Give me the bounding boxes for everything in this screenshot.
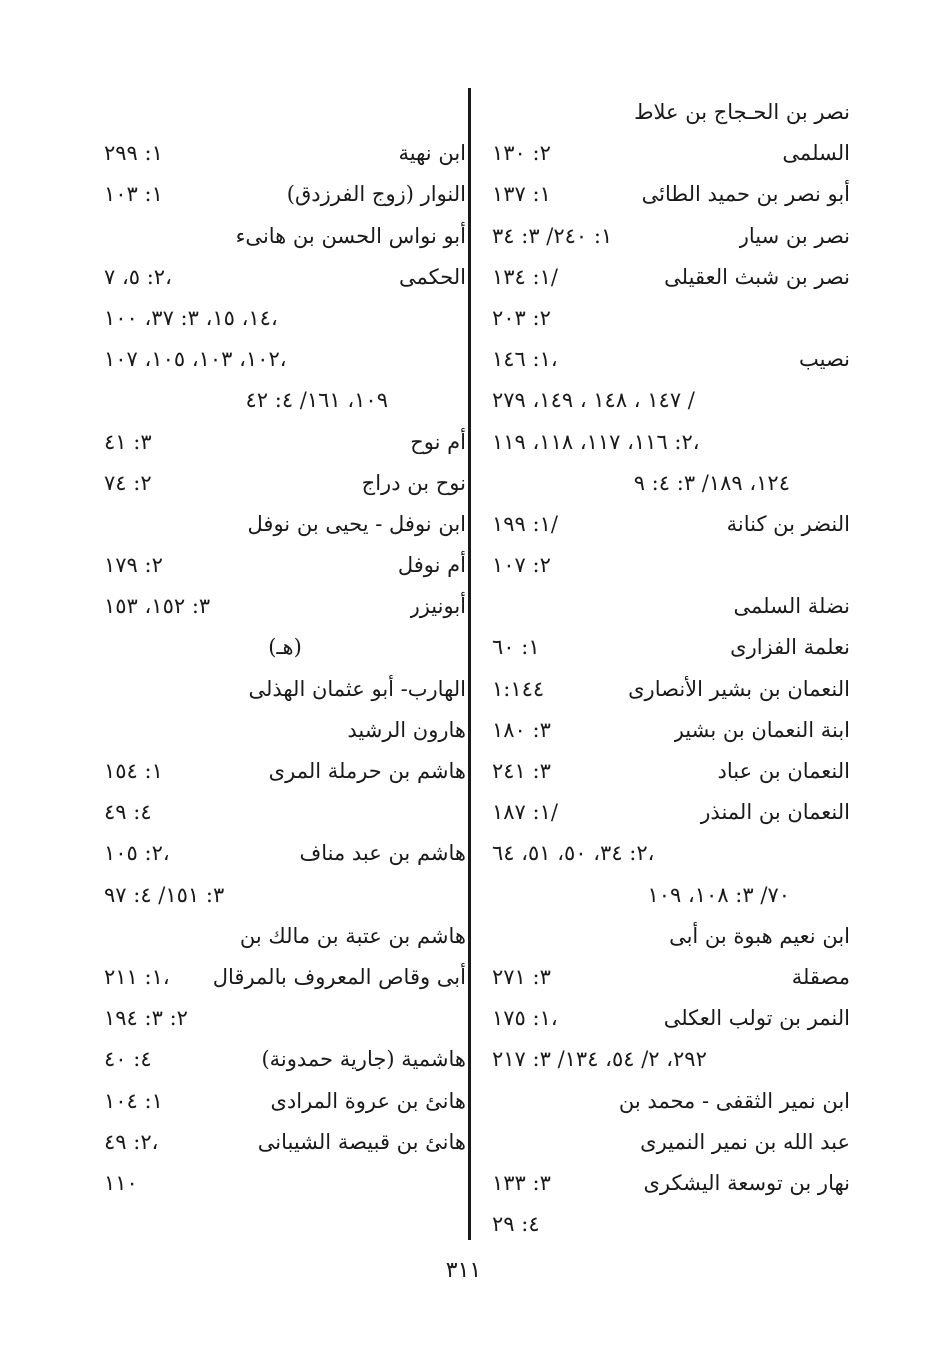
entry-refs: ١: ٢٤٠/ ٣: ٣٤ — [492, 223, 613, 248]
index-entry — [488, 92, 850, 133]
entry-name: نوح بن دراج — [361, 470, 466, 495]
index-entry — [100, 957, 466, 998]
entry-refs: ٢: ٧٤ — [104, 470, 152, 495]
index-entry — [100, 463, 466, 504]
entry-refs — [100, 504, 104, 545]
entry-refs: ٣: ١٥٢، ١٥٣ — [104, 594, 211, 619]
entry-name: هارون الرشيد — [347, 717, 466, 742]
entry-refs: ١:١٤٤ — [492, 676, 545, 701]
entry-name: أبو نصر بن حميد الطائى — [641, 182, 850, 207]
entry-name: ابن نعيم هبوة بن أبى — [669, 923, 850, 948]
index-entry — [100, 751, 466, 792]
entry-refs: ١٠٢، ١٠٣، ١٠٥، ١٠٧، — [104, 347, 287, 372]
index-entry — [488, 1122, 850, 1163]
index-entry — [100, 669, 466, 710]
entry-name: النعمان بن عباد — [717, 759, 850, 783]
entry-name: هاشم بن حرملة المرى — [268, 759, 466, 783]
entry-refs — [488, 916, 492, 957]
index-entry — [100, 586, 466, 627]
column-divider — [468, 88, 471, 1240]
index-entry-continuation — [100, 380, 466, 421]
entry-refs: ١٢٤، ١٨٩/ ٣: ٤: ٩ — [633, 470, 790, 495]
entry-name: الحكمى — [398, 264, 466, 289]
index-entry — [100, 504, 466, 545]
entry-name: نهار بن توسعة اليشكرى — [643, 1170, 850, 1195]
entry-refs: ٢: ١٧٩ — [104, 553, 163, 578]
entry-refs: ٢٩٢، ٢/ ٥٤، ١٣٤/ ٣: ٢١٧ — [492, 1047, 707, 1072]
entry-name: نضلة السلمى — [733, 594, 850, 619]
index-entry — [488, 586, 850, 627]
entry-refs: ١: ١٣٤/ — [492, 264, 558, 289]
entry-refs: ١٤، ١٥، ٣: ٣٧، ١٠٠، — [104, 305, 278, 330]
entry-name: ابن نوفل - يحيى بن نوفل — [247, 511, 466, 536]
entry-refs — [488, 92, 492, 133]
index-entry — [100, 1081, 466, 1122]
right-index-column — [488, 92, 850, 1245]
entry-name: هانئ بن عروة المرادى — [270, 1088, 466, 1113]
entry-name: أم نوفل — [397, 553, 466, 578]
section-letter-heading — [100, 627, 466, 668]
index-entry — [488, 257, 850, 298]
entry-refs: ٢: ١٠٥، — [104, 841, 170, 866]
index-entry — [488, 751, 850, 792]
index-entry — [488, 998, 850, 1039]
entry-name: ابن نهية — [398, 141, 466, 166]
entry-name: هانئ بن قبيصة الشيبانى — [257, 1129, 466, 1154]
entry-refs: ١١٠ — [104, 1170, 138, 1195]
index-entry — [100, 916, 466, 957]
index-entry-continuation — [100, 298, 466, 339]
index-entry-continuation — [488, 463, 850, 504]
entry-name: أبى وقاص المعروف بالمرقال — [212, 964, 466, 989]
entry-refs: ٢: ١٣٠ — [492, 141, 551, 166]
entry-name: نصر بن شبث العقيلى — [664, 264, 850, 289]
page-number: ٣١١ — [445, 1258, 482, 1283]
index-entry — [100, 257, 466, 298]
entry-refs — [100, 916, 104, 957]
index-entry — [100, 1122, 466, 1163]
entry-refs: ١: ٢١١، — [104, 964, 170, 989]
entry-refs: ١: ٦٠ — [492, 635, 540, 660]
index-entry — [100, 1039, 466, 1080]
index-entry-continuation — [100, 792, 466, 833]
index-entry — [100, 174, 466, 215]
index-entry-continuation — [100, 339, 466, 380]
entry-refs — [100, 710, 104, 751]
entry-refs: ٣: ١٥١/ ٤: ٩٧ — [104, 882, 225, 907]
index-entry — [488, 339, 850, 380]
index-entry-continuation — [488, 1204, 850, 1245]
entry-name: أبو نواس الحسن بن هانىء — [235, 223, 466, 248]
entry-refs: ٧٠/ ٣: ١٠٨، ١٠٩ — [647, 882, 790, 907]
entry-refs: ١: ١٧٥، — [492, 1006, 558, 1031]
section-letter: (هـ) — [268, 635, 302, 660]
entry-name: النعمان بن بشير الأنصارى — [628, 676, 850, 701]
entry-name: هاشم بن عتبة بن مالك بن — [239, 923, 466, 948]
index-entry — [488, 792, 850, 833]
entry-name: هاشم بن عبد مناف — [299, 841, 466, 866]
entry-name: أبونيزر — [409, 594, 466, 619]
entry-name: السلمى — [782, 141, 850, 166]
index-entry — [100, 133, 466, 174]
entry-refs: ٣: ١٣٣ — [492, 1170, 551, 1195]
index-entry — [488, 133, 850, 174]
entry-refs: ١: ١٠٣ — [104, 182, 163, 207]
index-entry — [100, 216, 466, 257]
entry-refs: ٣: ٤١ — [104, 429, 152, 454]
index-entry — [488, 1163, 850, 1204]
entry-refs: ٢: ٤٩، — [104, 1129, 159, 1154]
entry-name: مصقلة — [791, 964, 850, 989]
entry-name: النعمان بن المنذر — [700, 800, 850, 825]
entry-refs: ٢: ٢٠٣ — [492, 305, 551, 330]
index-entry-continuation — [488, 833, 850, 874]
entry-refs — [100, 669, 104, 710]
index-entry-continuation — [100, 998, 466, 1039]
entry-refs: ١٤٧ ، ١٤٨ ، ١٤٩، ٢٧٩ / — [492, 388, 695, 413]
entry-name: نصر بن الحـجاج بن علاط — [634, 100, 850, 124]
index-entry-continuation — [100, 1163, 466, 1204]
entry-refs: ٤: ٤٠ — [104, 1047, 152, 1072]
entry-refs: ١: ١٣٧ — [492, 182, 551, 207]
entry-name: نصر بن سيار — [738, 223, 850, 248]
entry-refs: ١٠٩، ١٦١/ ٤: ٤٢ — [245, 388, 388, 413]
index-entry — [100, 92, 466, 133]
entry-name: ابنة النعمان بن بشير — [673, 717, 850, 742]
index-entry — [100, 710, 466, 751]
entry-refs: ١: ١٨٧/ — [492, 800, 558, 825]
index-entry — [100, 833, 466, 874]
entry-name: أم نوح — [410, 429, 466, 454]
index-entry — [100, 422, 466, 463]
entry-name: النضر بن كنانة — [726, 511, 850, 536]
entry-refs: ٤: ٤٩ — [104, 800, 152, 825]
entry-refs: ١: ١٤٦، — [492, 347, 558, 372]
left-index-column — [100, 92, 466, 1204]
index-entry-continuation — [488, 298, 850, 339]
entry-refs — [100, 216, 104, 257]
entry-refs: ٢: ٣٤، ٥٠، ٥١، ٦٤، — [492, 841, 655, 866]
entry-refs: ٣: ١٨٠ — [492, 717, 551, 742]
entry-name: الهارب- أبو عثمان الهذلى — [248, 676, 466, 701]
entry-refs — [100, 92, 104, 133]
entry-refs: ١: ١٥٤ — [104, 759, 163, 783]
index-entry-continuation — [488, 1039, 850, 1080]
index-entry — [488, 627, 850, 668]
entry-refs — [488, 586, 492, 627]
entry-name: عبد الله بن نمير النميرى — [640, 1129, 850, 1154]
index-entry-continuation — [488, 875, 850, 916]
entry-refs: ١: ١٠٤ — [104, 1088, 163, 1113]
entry-refs: ٢: ٣: ١٩٤ — [104, 1006, 188, 1031]
index-entry — [488, 916, 850, 957]
entry-refs: ١: ١٩٩/ — [492, 511, 558, 536]
index-entry-continuation — [488, 380, 850, 421]
entry-name: النمر بن تولب العكلى — [663, 1006, 850, 1031]
entry-name: ابن نمير الثقفى - محمد بن — [618, 1088, 850, 1113]
index-entry — [488, 504, 850, 545]
entry-name: نصيب — [798, 347, 850, 372]
entry-refs — [488, 1122, 492, 1163]
index-entry — [488, 957, 850, 998]
entry-refs: ٤: ٢٩ — [492, 1212, 540, 1237]
index-entry — [488, 174, 850, 215]
index-entry — [488, 1081, 850, 1122]
index-entry-continuation — [100, 875, 466, 916]
entry-name: نعلمة الفزارى — [730, 635, 850, 660]
index-entry-continuation — [488, 545, 850, 586]
index-entry — [100, 545, 466, 586]
entry-refs — [264, 627, 268, 668]
index-entry — [488, 669, 850, 710]
entry-refs: ٢: ٥، ٧، — [104, 264, 172, 289]
index-entry — [488, 216, 850, 257]
entry-refs: ٣: ٢٧١ — [492, 964, 551, 989]
entry-refs: ٢: ١١٦، ١١٧، ١١٨، ١١٩، — [492, 429, 700, 454]
entry-refs: ٢: ١٠٧ — [492, 553, 551, 578]
entry-refs — [488, 1081, 492, 1122]
entry-name: النوار (زوج الفرزدق) — [286, 182, 466, 207]
entry-refs: ٣: ٢٤١ — [492, 759, 551, 783]
index-entry — [488, 710, 850, 751]
entry-refs: ١: ٢٩٩ — [104, 141, 163, 166]
entry-name: هاشمية (جارية حمدونة) — [261, 1047, 466, 1072]
index-entry-continuation — [488, 422, 850, 463]
